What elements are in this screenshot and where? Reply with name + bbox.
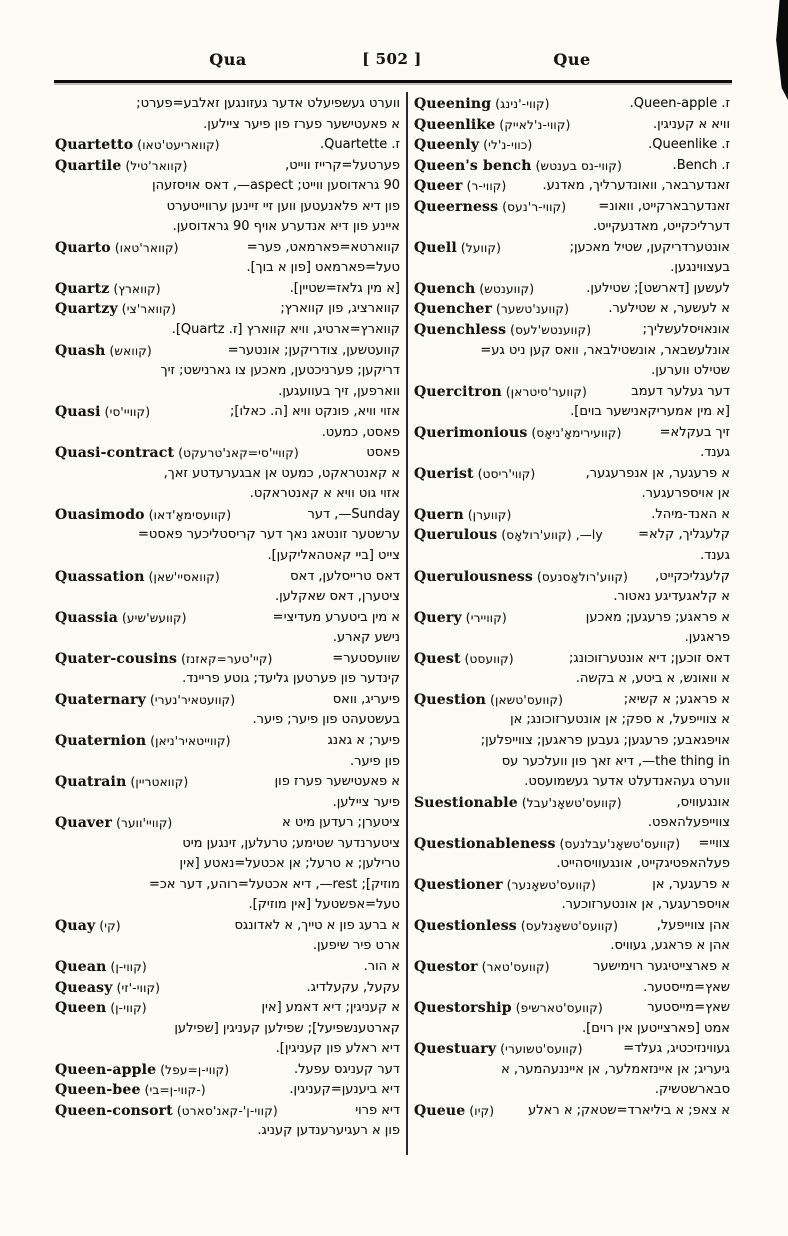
continuation-line: צייט [ביי קאטהאליקען].	[267, 548, 400, 564]
dictionary-entry-line	[414, 505, 730, 526]
dictionary-entry-line	[414, 916, 730, 937]
dictionary-entry-line	[55, 238, 400, 259]
gloss-text: א ברעג פון א טייך, א לאדונגס	[234, 917, 400, 933]
dictionary-entry-line	[414, 1101, 730, 1122]
headword: Queen-consort (קווי-ן'-קאנ'סארט)	[55, 1102, 278, 1119]
gloss-text: ז. Quartette.	[320, 137, 400, 153]
headword: Questuary (קוועס'טשוערי)	[414, 1041, 583, 1058]
dictionary-entry-line	[414, 464, 730, 485]
continuation-line: פון פיער.	[350, 753, 400, 769]
gloss-text: שאץ=מייסטער	[647, 1000, 730, 1016]
headword: Quaver (קוויי'ווער)	[55, 815, 173, 832]
headword: Querulous (קווע'רולאָס) ,‎—ly	[414, 527, 603, 544]
headword: Quater-cousins (קיי'טער=קאזנז)	[55, 650, 273, 667]
continuation-line: ווערט געשפיעלט אדער געזונגען זאלבע=פערט;	[136, 96, 400, 111]
dictionary-entry-line	[55, 731, 400, 752]
continuation-line: ערשטער זונטאג נאך דער קריסטליכער פאסט=	[138, 527, 400, 543]
headword: Queerness (קווי-ר'נעס)	[414, 198, 567, 215]
continuation-line: טרילען; א טרעל; אן אכטעל=נאטע [אין	[179, 856, 400, 872]
pronunciation: (קווי-נ'לאייק)	[495, 117, 571, 132]
gloss-text: קווארציג, פון קווארץ;	[280, 301, 400, 317]
dictionary-entry-line	[55, 690, 400, 711]
pronunciation: (קוועס'טאר)	[477, 959, 550, 974]
continuation-line: אזוי גוט וויא א קאנטראקט.	[249, 486, 400, 502]
headword: Quell (קוועל)	[414, 239, 502, 256]
continuation-line: פראגען.	[684, 630, 730, 646]
headword: Queue (קיו)	[414, 1102, 495, 1119]
dictionary-entry-line	[414, 423, 730, 444]
gloss-text: פאסט	[366, 445, 400, 461]
headword: Quassia (קוועש'שיע)	[55, 609, 187, 626]
pronunciation: (קווארץ)	[109, 281, 161, 296]
headword: Queenlike (קווי-נ'לאייק)	[414, 116, 571, 133]
dictionary-entry-line	[414, 382, 730, 403]
headword: Quash (קוואש)	[55, 342, 152, 359]
pronunciation: (קווי-'זי)	[112, 980, 161, 995]
gloss-text: זיך בעקלא=	[659, 424, 730, 440]
pronunciation: (קוועס'טשאָנלעס)	[516, 918, 619, 933]
dictionary-entry-line	[55, 957, 400, 978]
gloss-text: וויא א קעניגין.	[652, 116, 730, 132]
continuation-line: גיעריג; אן איינזאמלער, אן אייננעהמער, א	[501, 1061, 730, 1077]
continuation-line: בעצווינגען.	[670, 260, 730, 276]
gloss-text: דאס זוכען; דיא אונטערזוכונג;	[568, 650, 730, 666]
headword: Queen (קווי-ן)	[55, 1000, 147, 1017]
headword: Queening (קווי-'נינג)	[414, 96, 550, 112]
continuation-line: 90 גראדוסען ווייט; ‎—aspect, דאס אויסזעהן	[152, 178, 400, 194]
headword: Queen-apple (קווי-ן=עפל)	[55, 1061, 230, 1078]
gloss-text: אונגעוויס,	[676, 794, 730, 810]
continuation-line: איינע פון דיא אנדערע אויף 90 גראדוסען.	[172, 219, 400, 235]
continuation-line: דריקען; פערניכטען, מאכען צו גארנישט; זיך	[160, 363, 400, 379]
dictionary-entry-line	[55, 156, 400, 177]
continuation-line: צווייפעלהאפט.	[647, 815, 730, 831]
pronunciation: (קוועס'טשוערי)	[496, 1042, 583, 1057]
continuation-line: מוזיק]; ‎—rest, דיא אכטעל=רוהע, דער אכ=	[149, 876, 400, 892]
continuation-line: ווערט געהאנדעלט אדער געשמועסט.	[524, 774, 730, 790]
headword: Quasi (קוויי'סי)	[55, 404, 151, 421]
headword: Queenly (כווי-נ'לי)	[414, 137, 533, 154]
dictionary-entry-line	[55, 341, 400, 362]
gloss-text: פערטעל=קרייז ווייט,	[285, 157, 400, 173]
pronunciation: (קווענ'טשער)	[492, 302, 570, 317]
gloss-text: ז. Queenlike.	[648, 137, 730, 153]
gloss-text: א פאעטישער פערז פון	[274, 774, 400, 790]
gloss-text: אונטערדריקען, שטיל מאכען;	[569, 239, 730, 255]
gloss-text: ‎—Sunday, דער	[307, 506, 400, 522]
gloss-text: אהן צווייפעל,	[656, 917, 730, 933]
gloss-text: ז. Bench.	[672, 157, 730, 173]
headword: Questioner (קוועס'טשאָנער)	[414, 876, 596, 893]
dictionary-entry-line	[414, 834, 730, 855]
dictionary-entry-line	[414, 135, 730, 156]
continuation-line: נישע קארע.	[332, 630, 400, 646]
headword: Queen's bench (קווי-נס בענטש)	[414, 157, 623, 174]
headword: Quench (קווענטש)	[414, 280, 535, 297]
dictionary-entry-line	[55, 772, 400, 793]
pronunciation: (קווייטאיר'ניאן)	[146, 733, 231, 748]
gloss-text: [א מין גלאז=שטיין].	[289, 280, 400, 296]
pronunciation: (קוואש)	[105, 343, 152, 358]
gloss-text: דער קעניגס עפעל.	[293, 1061, 400, 1077]
pronunciation: (קי)	[95, 918, 121, 933]
continuation-line: פון א רעגיערענדען קעניג.	[257, 1123, 400, 1139]
dictionary-entry-line	[414, 998, 730, 1019]
gloss-text: זאנדערבאר, וואונדערליך, מאדנע.	[542, 178, 730, 194]
headword: Quercitron (קווער'סיטראן)	[414, 383, 588, 400]
gloss-text: א פרעגער, אן אנפרעגער,	[585, 465, 730, 481]
dictionary-entry-line	[55, 279, 400, 300]
pronunciation: (קוואריעט'טאו)	[133, 138, 220, 153]
continuation-line: שאץ=מייסטער.	[643, 979, 730, 995]
pronunciation: (קווי'ריסט)	[473, 466, 536, 481]
pronunciation: (קוועל)	[456, 240, 502, 255]
headword: Query (קוויירי)	[414, 609, 507, 626]
pronunciation: (קווי-ר'נעס)	[498, 199, 567, 214]
dictionary-entry-line	[55, 299, 400, 320]
pronunciation: (קוואסיי'שאן)	[144, 569, 220, 584]
gloss-text: דיא ביענען=קעניגין.	[289, 1082, 400, 1098]
gloss-text: קוועטשען, צודריקען; אונטער=	[227, 342, 400, 358]
continuation-line: בעשטעהט פון פיער; פיער.	[252, 712, 400, 728]
headword: Quasi-contract (קוויי'סי=קאנ'טרעקט)	[55, 445, 299, 462]
dictionary-entry-line	[55, 813, 400, 834]
gloss-text: צוויי=	[698, 835, 730, 851]
gloss-text: זאנדערבארקייט, וואונ=	[598, 198, 730, 214]
dictionary-entry-line	[414, 1039, 730, 1060]
gloss-text: ציטערן; רעדען מיט א	[282, 815, 400, 831]
dictionary-column-right	[414, 94, 730, 1121]
pronunciation: (קוועס'טשאָנער)	[502, 877, 596, 892]
dictionary-entry-line	[414, 299, 730, 320]
pronunciation: (קוועס'טשאן)	[486, 692, 564, 707]
gloss-text: שוועסטער=	[332, 650, 400, 666]
pronunciation: (קוויי'סי=קאנ'טרעקט)	[174, 446, 299, 461]
dictionary-entry-line	[414, 197, 730, 218]
gloss-text: א פרעגער, אן	[652, 876, 730, 892]
pronunciation: (קווענטש'לעס)	[506, 323, 592, 338]
headword: Quartzy (קוואר'צי)	[55, 301, 177, 318]
continuation-line: [א מין אמעריקאנישער בוים].	[570, 404, 730, 420]
continuation-line: גענד.	[700, 445, 730, 461]
gloss-text: א קעניגין; דיא דאמע [אין	[261, 1000, 400, 1016]
gloss-text: א פראגע; פרעגען; מאכען	[585, 609, 730, 625]
pronunciation: (קווער'סיטראן)	[501, 384, 588, 399]
continuation-line: א קאנטראקט, כמעט אן אבגערעדטע זאך,	[163, 465, 400, 481]
pronunciation: (קוועס'טשאָנ'עבלנעס)	[555, 836, 681, 851]
continuation-line: ציטערן, דאס שאקלען.	[274, 589, 400, 605]
continuation-line: ארט פיר שיפען.	[312, 938, 400, 954]
pronunciation: (קווי-נס בענטש)	[531, 158, 623, 173]
running-header	[0, 50, 788, 74]
pronunciation: (קוועטאיר'נערי)	[145, 692, 236, 707]
continuation-line: קווארץ=ארטיג, וויא קווארץ [ז. Quartz].	[171, 322, 400, 338]
continuation-line: א צווייפעל, א ספק; אן אונטערזוכונג; אן	[510, 712, 730, 728]
headword: Quean (קווי-ן)	[55, 958, 147, 975]
pronunciation: (קווי-ן=בי-)	[140, 1083, 206, 1098]
pronunciation: (קווי-ן)	[106, 959, 147, 974]
guide-word-right: Que	[553, 50, 591, 69]
continuation-line: ווארפען, זיך בעוועגען.	[278, 383, 400, 399]
dictionary-entry-line	[414, 793, 730, 814]
pronunciation: (קיי'טער=קאזנז)	[177, 651, 273, 666]
headword: Quern (קווערן)	[414, 506, 512, 523]
headword: Querimonious (קוועירימאָ'ניאָס)	[414, 424, 622, 441]
continuation-line: פאסט, כמעט.	[321, 424, 400, 440]
headword: Questionableness (קוועס'טשאָנ'עבלנעס)	[414, 835, 681, 852]
gloss-text: א הור.	[363, 958, 400, 974]
pronunciation: (קווענטש)	[475, 281, 535, 296]
gloss-text: עקעל, עקעלדיג.	[306, 979, 400, 995]
headword: Querulousness (קווע'רולאָסנעס)	[414, 568, 629, 585]
continuation-line: דיא ראלע פון קעניגין].	[275, 1041, 400, 1057]
continuation-line: א פאעטישער פערז פון פיער ציילען.	[203, 116, 400, 132]
guide-word-left: Qua	[209, 50, 247, 69]
continuation-line: טעל=אפשטעל [אין מוזיק].	[248, 897, 400, 913]
continuation-line: אן אויספרעגער.	[641, 486, 730, 502]
gloss-text: א פראגע; א קשיא;	[623, 691, 730, 707]
headword: Quassation (קוואסיי'שאן)	[55, 568, 220, 585]
pronunciation: (קוועס'טארשיפ)	[511, 1001, 603, 1016]
headword: Quatrain (קוואטריין)	[55, 774, 189, 791]
continuation-line: אמט [פארצייטען אין רוים].	[582, 1020, 730, 1036]
gloss-text: א לעשער, א שטילער.	[608, 301, 730, 317]
pronunciation: (קוועירימאָ'ניאָס)	[527, 425, 622, 440]
dictionary-entry-line	[414, 320, 730, 341]
headword: Queer (קווי-ר)	[414, 178, 507, 195]
headword: Ouasimodo (קוועסימאָ'דאו)	[55, 506, 232, 523]
dictionary-entry-line	[55, 998, 400, 1019]
continuation-line: סבארשטשיק.	[654, 1082, 730, 1098]
dictionary-entry-line	[55, 505, 400, 526]
headword: Queen-bee (קווי-ן=בי-)	[55, 1082, 206, 1099]
pronunciation: (קווי-ן=עפל)	[156, 1062, 230, 1077]
pronunciation: (קוואר'טיל)	[121, 158, 188, 173]
pronunciation: (קווע'רולאָס) ,‎—ly	[497, 528, 603, 543]
dictionary-entry-line	[414, 649, 730, 670]
gloss-text: דאס טרייסלען, דאס	[290, 568, 400, 584]
dictionary-entry-line	[414, 156, 730, 177]
dictionary-entry-line	[414, 238, 730, 259]
pronunciation: (קוואר'צי)	[117, 302, 177, 317]
gloss-text: א פארצייטיגער רוימישער	[592, 958, 730, 974]
gloss-text: אזוי וויא, פונקט וויא [ה. כאלו];	[230, 404, 400, 420]
column-divider-rule	[406, 92, 408, 1155]
continuation-line: גענד.	[700, 548, 730, 564]
continuation-line: אויספרעגער, אן אונטערזוכער.	[561, 897, 730, 913]
dictionary-entry-line	[414, 525, 730, 546]
headword: Quay (קי)	[55, 917, 121, 934]
pronunciation: (קווע'רולאָסנעס)	[533, 569, 629, 584]
dictionary-entry-line	[55, 978, 400, 999]
continuation-line: שטילט ווערען.	[651, 363, 730, 379]
continuation-line: פון דיא פלאנעטען ווען זיי זיינען ערווייטערט	[166, 198, 400, 214]
headword: Question (קוועס'טשאן)	[414, 691, 564, 708]
headword: Questorship (קוועס'טארשיפ)	[414, 1000, 603, 1017]
pronunciation: (קווי-'נינג)	[491, 97, 550, 111]
pronunciation: (כווי-נ'לי)	[479, 138, 533, 153]
gloss-text: לעשען [דארשט]; שטילען.	[586, 280, 730, 296]
pronunciation: (קוויי'ווער)	[112, 816, 173, 831]
page-number: [ 502 ]	[362, 50, 422, 68]
dictionary-entry-line	[414, 957, 730, 978]
gloss-text: א צאפ; א ביליארד=שטאק; א ראלע	[528, 1102, 730, 1118]
dictionary-entry-line	[414, 115, 730, 136]
dictionary-entry-line	[414, 94, 730, 115]
pronunciation: (קווי-ר)	[462, 179, 507, 194]
gloss-text: דיא פרוי	[355, 1102, 400, 1118]
gloss-text: קווארטא=פארמאט, פער=	[246, 239, 400, 255]
gloss-text: א מין ביטערע מעדיצי=	[272, 609, 400, 625]
headword: Quencher (קווענ'טשער)	[414, 301, 570, 318]
pronunciation: (קווערן)	[463, 507, 512, 522]
dictionary-entry-line	[55, 649, 400, 670]
headword: Quarto (קוואר'טאו)	[55, 239, 179, 256]
pronunciation: (קווי-ן)	[106, 1001, 147, 1016]
continuation-line: פעלהאפטיגקייט, אונגעוויסהייט.	[556, 856, 730, 872]
dictionary-entry-line	[414, 608, 730, 629]
header-rule	[54, 80, 732, 83]
dictionary-column-left	[55, 94, 400, 1142]
continuation-line: טעל=פארמאט [פון א בוך].	[246, 260, 400, 276]
dictionary-entry-line	[414, 567, 730, 588]
continuation-line: קארטענשפיעל]; שפילען קעניגין [שפילען	[174, 1020, 400, 1036]
continuation-line: אונלעשבאר, אונשטילבאר, וואס קען ניט גע=	[480, 342, 730, 358]
headword: Quartile (קוואר'טיל)	[55, 157, 188, 174]
headword: Quartz (קווארץ)	[55, 280, 161, 297]
gloss-text: דער געלער דעמב	[631, 383, 730, 399]
continuation-line: ציטערנדער שטימע; טרעלען, זינגען מיט	[182, 835, 400, 851]
pronunciation: (קוועש'שיע)	[118, 610, 187, 625]
dictionary-entry-line	[414, 690, 730, 711]
gloss-text: פיעריג, וואס	[332, 691, 400, 707]
continuation-line: דערליכקייט, מאדנעקייט.	[592, 219, 730, 235]
pronunciation: (קיו)	[465, 1103, 495, 1118]
continuation-line: קינדער פון פערטען גליעד; גוטע פריינד.	[182, 671, 400, 687]
dictionary-entry-line	[414, 279, 730, 300]
continuation-line: ‎—the thing in, דיא זאך פון וועלכער עס	[501, 753, 730, 769]
gloss-text: געווינזיכטיג, געלד=	[623, 1041, 730, 1057]
dictionary-entry-line	[414, 176, 730, 197]
pronunciation: (קוואר'טאו)	[110, 240, 179, 255]
headword: Querist (קווי'ריסט)	[414, 465, 536, 482]
headword: Quaternary (קוועטאיר'נערי)	[55, 691, 236, 708]
dictionary-entry-line	[55, 402, 400, 423]
continuation-line: אויפגאבע; פרעגען; געבען פראגען; צווייפלען;	[480, 732, 730, 748]
continuation-line: א וואונש, א ביטע, א בקשה.	[575, 671, 730, 687]
dictionary-entry-line	[55, 916, 400, 937]
headword: Quartetto (קוואריעט'טאו)	[55, 137, 220, 154]
pronunciation: (קוועסימאָ'דאו)	[144, 507, 232, 522]
headword: Quenchless (קווענטש'לעס)	[414, 322, 592, 339]
pronunciation: (קוועס'טשאָנ'עבל)	[517, 795, 622, 810]
headword: Questor (קוועס'טאר)	[414, 958, 550, 975]
gloss-text: קלעגליך, קלא=	[638, 527, 730, 543]
continuation-line: א קלאגעדיגע נאטור.	[613, 589, 730, 605]
gloss-text: אונאויסלעשליך;	[642, 322, 730, 338]
pronunciation: (קוועסט)	[460, 651, 514, 666]
pronunciation: (קוויירי)	[461, 610, 507, 625]
gloss-text: א האנד-מיהל.	[651, 506, 730, 522]
headword: Questionless (קוועס'טשאָנלעס)	[414, 917, 619, 934]
headword: Quest (קוועסט)	[414, 650, 514, 667]
headword: Suestionable (קוועס'טשאָנ'עבל)	[414, 794, 622, 811]
dictionary-entry-line	[55, 608, 400, 629]
dictionary-entry-line	[414, 875, 730, 896]
pronunciation: (קווי-ן'-קאנ'סארט)	[172, 1103, 278, 1118]
gloss-text: פיער; א גאנג	[327, 732, 400, 748]
gloss-text: ז. Queen-apple.	[629, 96, 730, 111]
continuation-line: אהן א פראגע, געוויס.	[610, 938, 730, 954]
pronunciation: (קוויי'סי)	[100, 405, 151, 420]
dictionary-entry-line	[55, 1101, 400, 1122]
headword: Quaternion (קווייטאיר'ניאן)	[55, 732, 231, 749]
dictionary-entry-line	[55, 443, 400, 464]
dictionary-entry-line	[55, 567, 400, 588]
continuation-line: פיער ציילען.	[332, 794, 400, 810]
dictionary-entry-line	[55, 1060, 400, 1081]
dictionary-entry-line	[55, 1080, 400, 1101]
dictionary-entry-line	[55, 135, 400, 156]
gloss-text: קלעגליכקייט,	[655, 568, 730, 584]
headword: Queasy (קווי-'זי)	[55, 979, 161, 996]
pronunciation: (קוואטריין)	[126, 775, 189, 790]
